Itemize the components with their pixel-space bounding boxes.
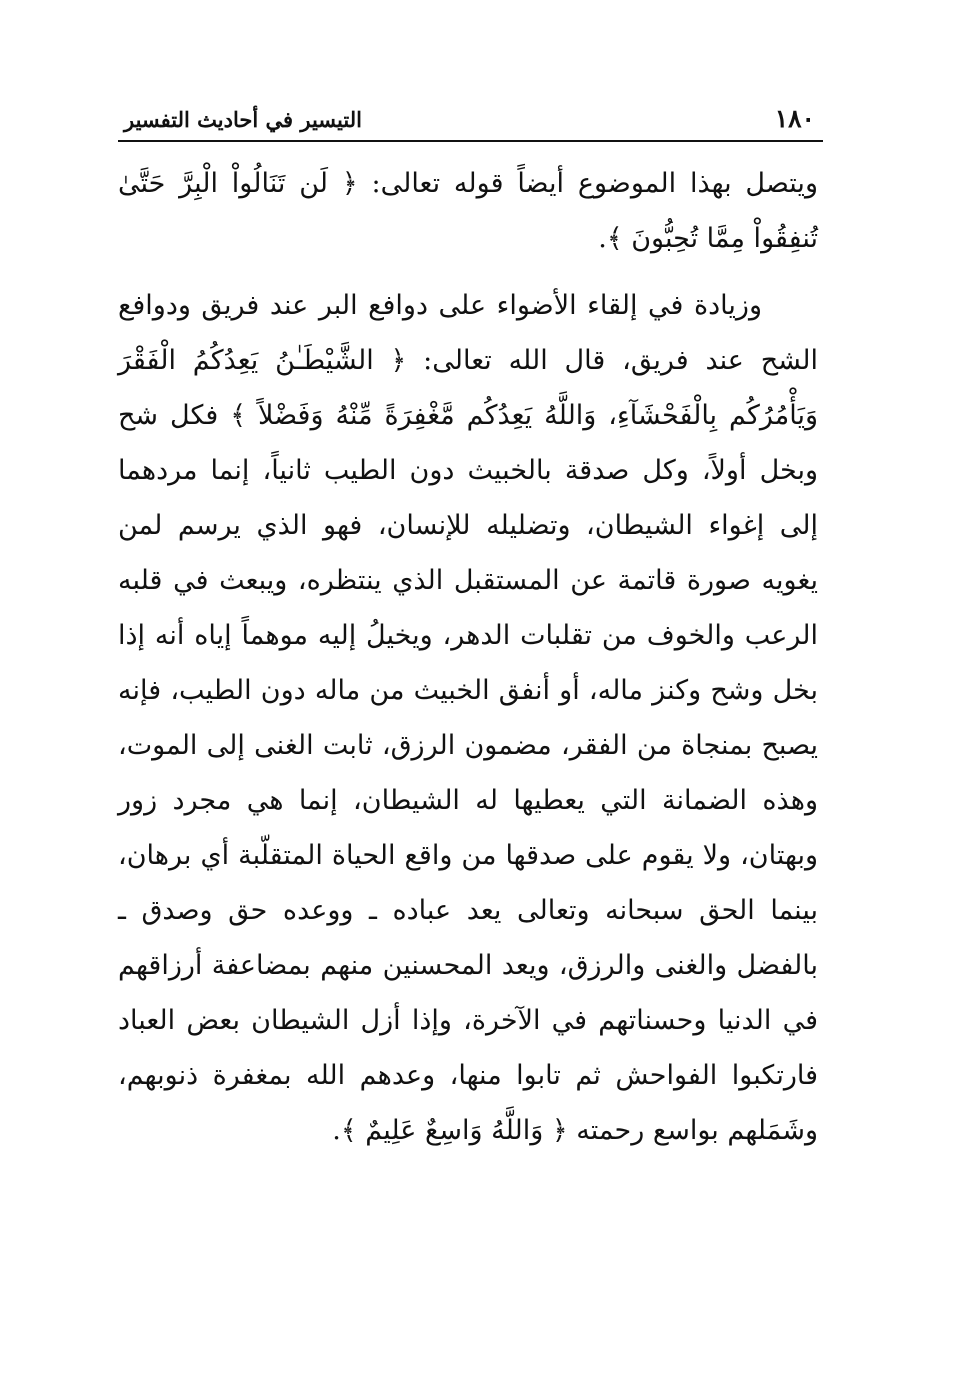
quran-verse-3: ﴿ وَاللَّهُ وَاسِعٌ عَلِيمٌ ﴾ bbox=[340, 1115, 568, 1146]
paragraph-2-text-a: وزيادة في إلقاء الأضواء على دوافع البر عند فريق ودوافع الشح عند فريق، قال الله تعالى: bbox=[118, 290, 818, 376]
paragraph-1-text-a: ويتصل بهذا الموضوع أيضاً قوله تعالى: bbox=[357, 168, 818, 199]
paragraph-2-text-c: . bbox=[332, 1115, 341, 1146]
paragraph-1-text-b: . bbox=[598, 223, 607, 254]
paragraph-2 bbox=[118, 278, 818, 1158]
header-divider bbox=[118, 140, 823, 142]
quran-verse-1: ﴿ لَن تَنَالُواْ الْبِرَّ حَتَّىٰ تُنفِقُواْ مِمَّا تُحِبُّونَ ﴾ bbox=[118, 168, 818, 254]
body-text bbox=[118, 156, 818, 1158]
paragraph-1 bbox=[118, 156, 818, 266]
quran-verse-2: ﴿ الشَّيْطَـٰنُ يَعِدُكُمُ الْفَقْرَ وَيَأْمُرُكُم بِالْفَحْشَآءِ، وَاللَّهُ يَعِدُكُم مَّغْفِرَةً مِّنْهُ وَفَضْلاً ﴾ bbox=[118, 345, 818, 431]
running-header bbox=[118, 102, 823, 138]
paragraph-2-text-b: فكل شح وبخل أولاً، وكل صدقة بالخبيث دون الطيب ثانياً، إنما مردهما إلى إغواء الشيطان، وتضليله للإنسان، فهو الذي يرسم لمن يغويه صورة قاتمة عن المستقبل الذي ينتظره، ويبعث في قلبه الرعب والخوف من تقلبات الدهر، ويخيلُ إليه موهماً إياه أنه إذا بخل وشح وكنز ماله، أو أنفق الخبيث من ماله دون الطيب، فإنه يصبح بمنجاة من الفقر، مضمون الرزق، ثابت الغنى إلى الموت، وهذه الضمانة التي يعطيها له الشيطان، إنما هي مجرد زور وبهتان، ولا يقوم على صدقها من واقع الحياة المتقلّبة أي برهان، بينما الحق سبحانه وتعالى يعد عباده ـ ووعده حق وصدق ـ بالفضل والغنى والرزق، ويعد المحسنين منهم بمضاعفة أرزاقهم في الدنيا وحسناتهم في الآخرة، وإذا أزل الشيطان بعض العباد فارتكبوا الفواحش ثم تابوا منها، وعدهم الله بمغفرة ذنوبهم، وشَمَلهم بواسع رحمته bbox=[118, 400, 818, 1146]
page-number: ١٨٠ bbox=[774, 104, 815, 133]
running-title: التيسير في أحاديث التفسير bbox=[124, 107, 362, 132]
